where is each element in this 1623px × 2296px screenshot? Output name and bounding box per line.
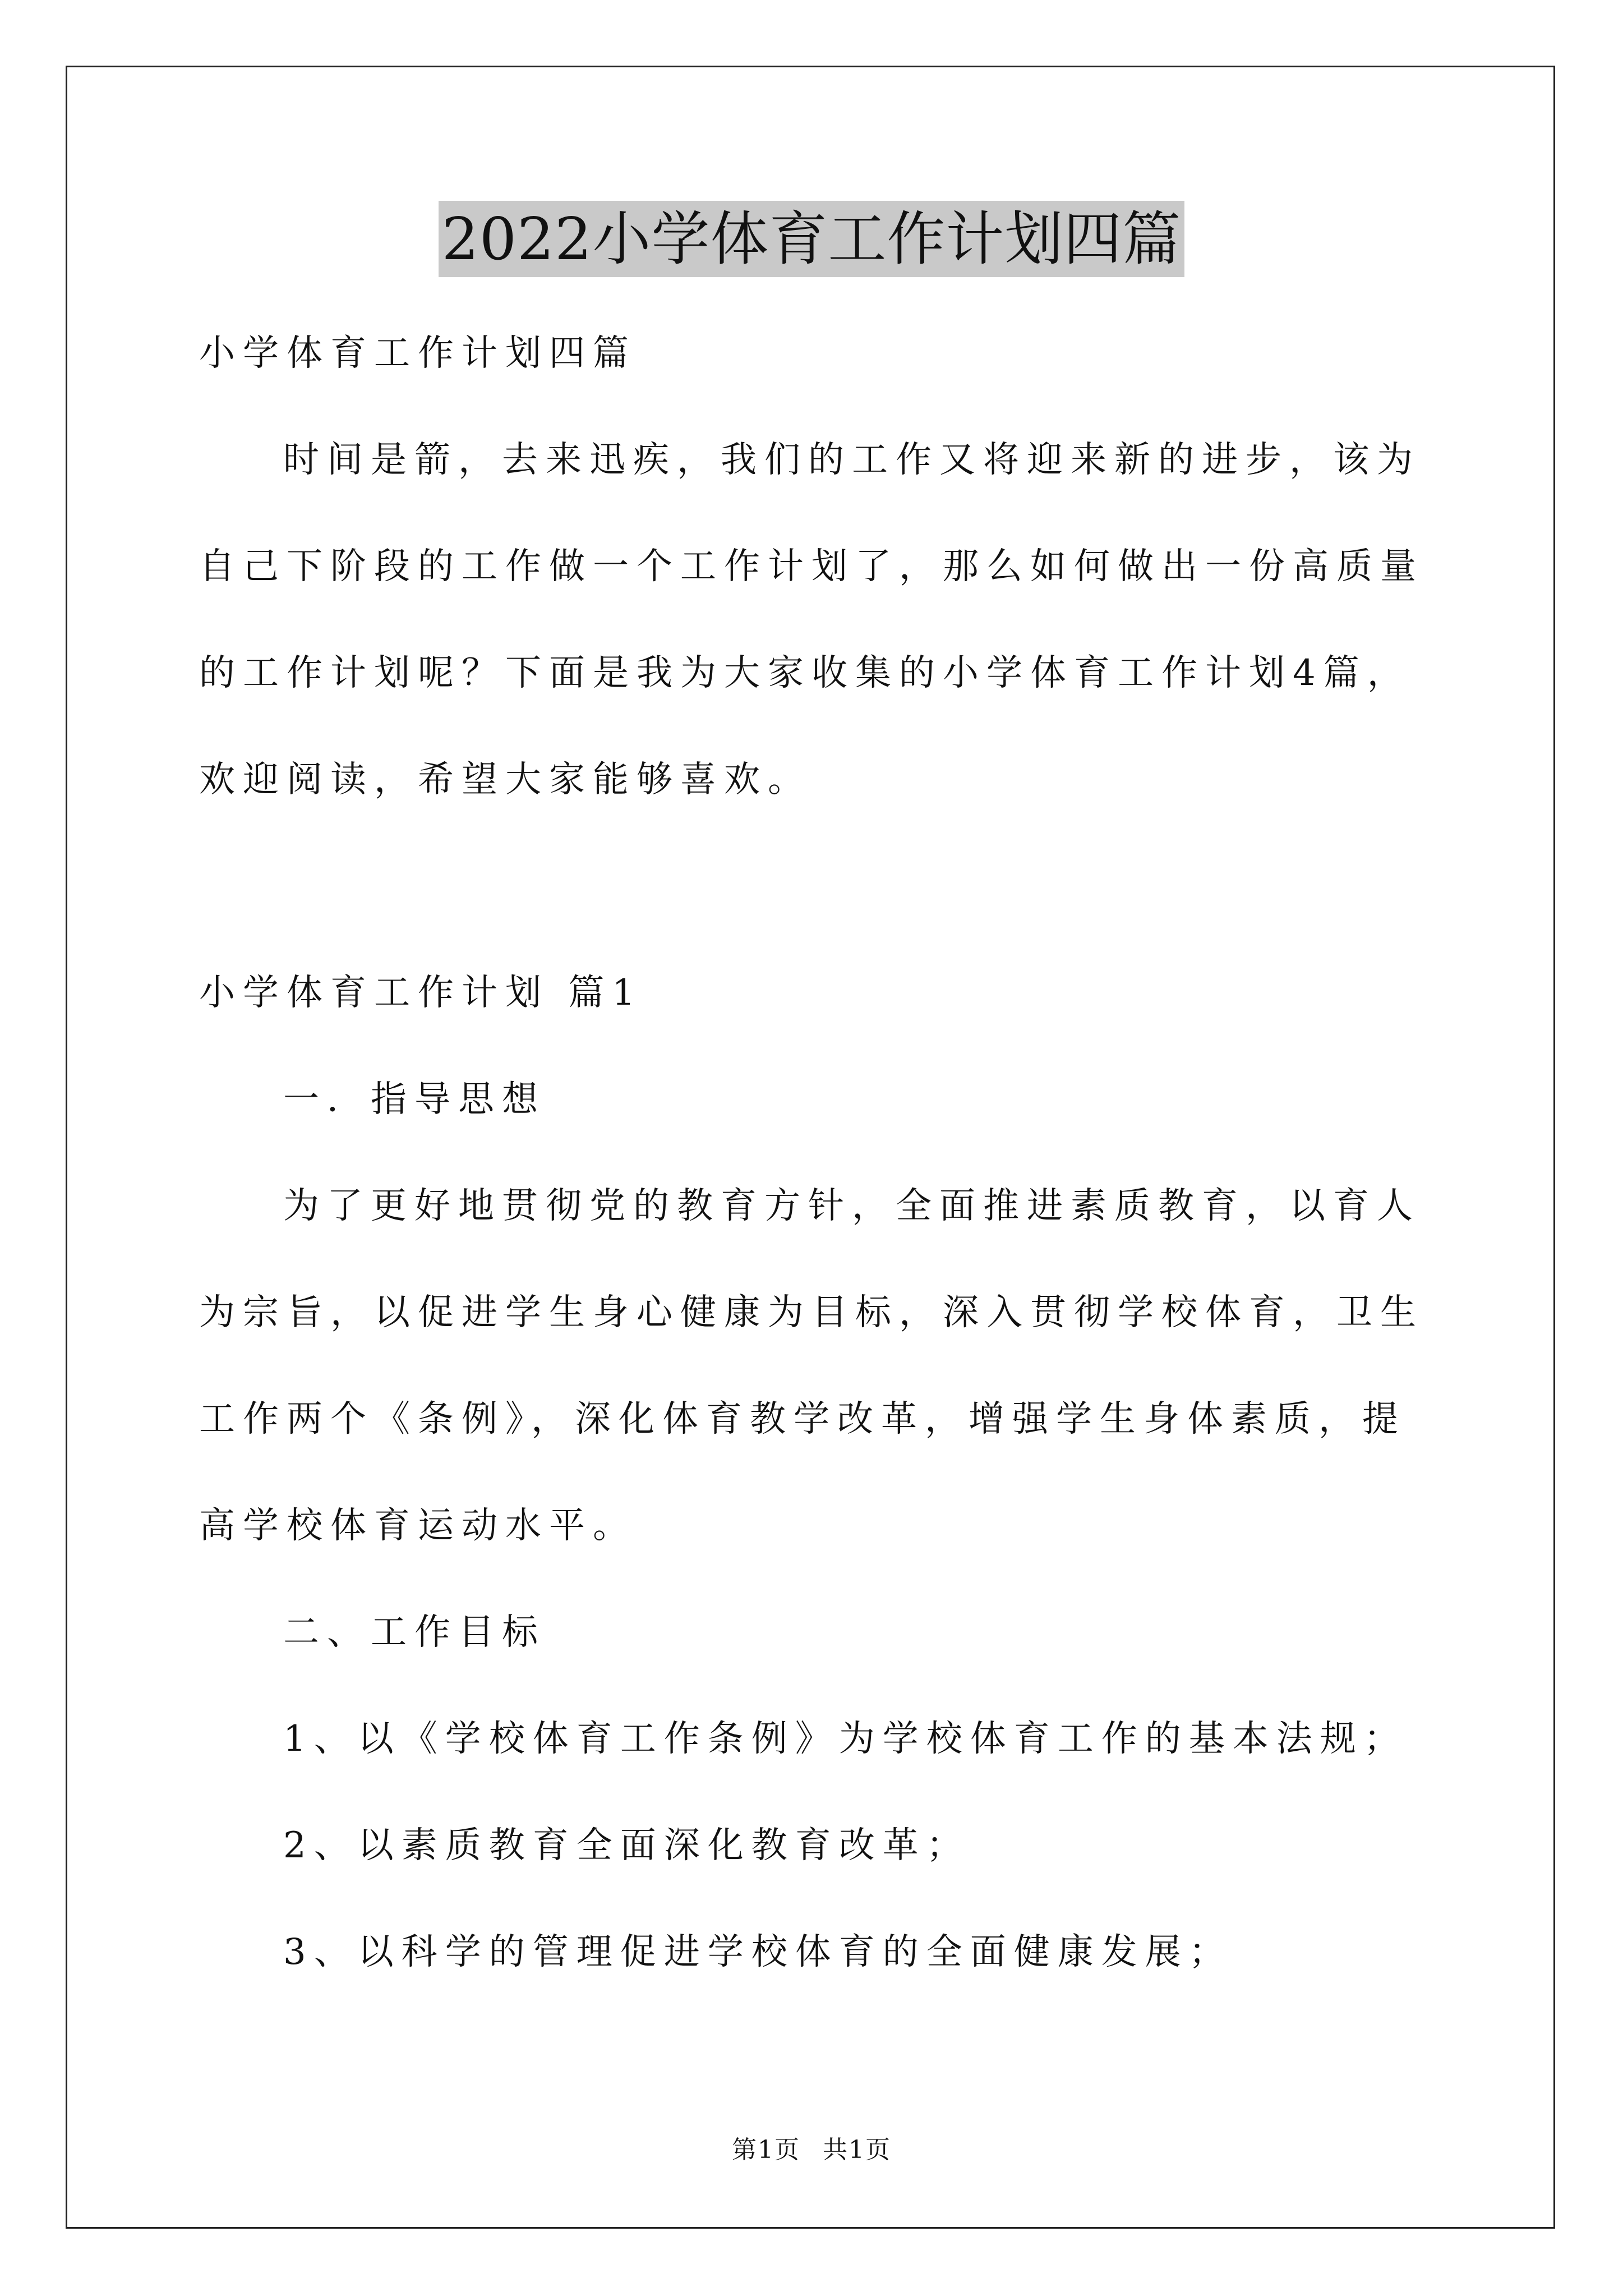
intro-paragraph: 时间是箭，去来迅疾，我们的工作又将迎来新的进步，该为自己下阶段的工作做一个工作计划了，那么如何做出一份高质量的工作计划呢？下面是我为大家收集的小学体育工作计划4篇，欢迎阅读，希望大家能够喜欢。	[199, 439, 1424, 800]
heading-guiding-thought: 一．指导思想	[283, 1079, 546, 1120]
section-heading: 小学体育工作计划 篇1	[199, 972, 643, 1014]
goal-item-3: 3、以科学的管理促进学校体育的全面健康发展；	[283, 1931, 1233, 1973]
goal-item-1: 1、以《学校体育工作条例》为学校体育工作的基本法规；	[283, 1718, 1408, 1760]
page-footer	[0, 2134, 1623, 2166]
section-spacer	[199, 833, 1433, 940]
document-body	[199, 300, 1433, 2005]
heading-work-goals: 二、工作目标	[283, 1612, 546, 1653]
page-total: 共1页	[823, 2136, 891, 2164]
document-subtitle: 小学体育工作计划四篇	[199, 333, 637, 374]
title-container	[0, 201, 1623, 277]
document-title: 2022小学体育工作计划四篇	[439, 201, 1185, 277]
goal-item-2: 2、以素质教育全面深化教育改革；	[283, 1825, 970, 1866]
page-number: 第1页	[732, 2136, 800, 2164]
guiding-thought-paragraph: 为了更好地贯彻党的教育方针，全面推进素质教育，以育人为宗旨，以促进学生身心健康为目标，深入贯彻学校体育，卫生工作两个《条例》，深化体育教学改革，增强学生身体素质，提高学校体育运动水平。	[199, 1185, 1424, 1547]
